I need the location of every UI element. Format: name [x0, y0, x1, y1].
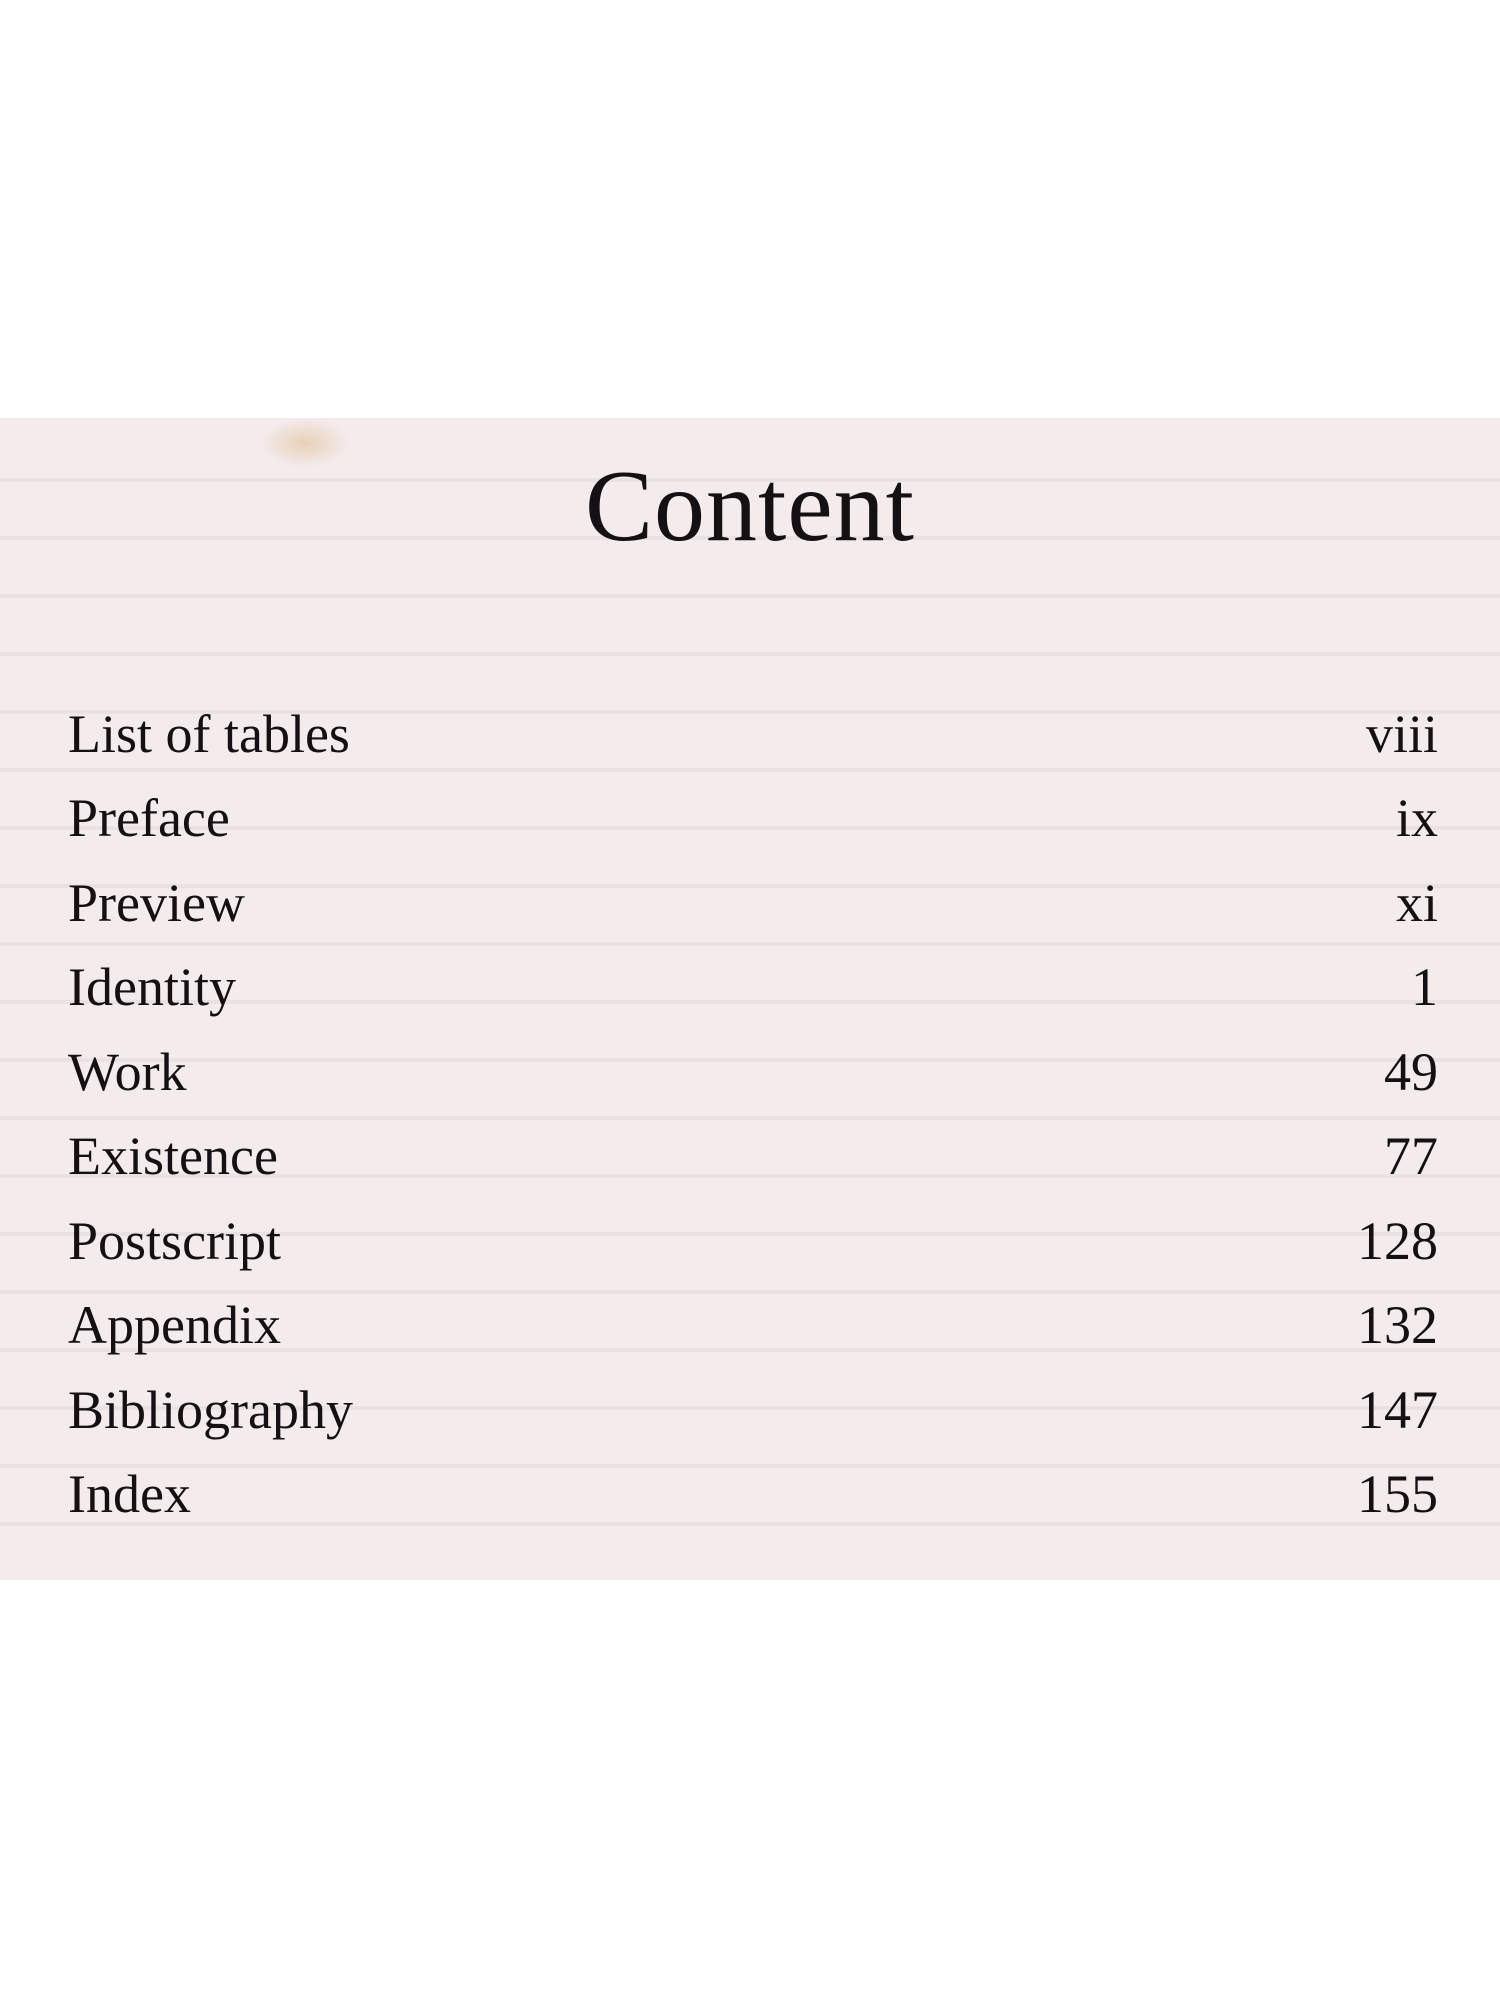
toc-entry-page: 147: [1357, 1379, 1438, 1440]
toc-entry-page: viii: [1365, 703, 1438, 764]
toc-entry-label: Preview: [68, 872, 245, 933]
table-of-contents: [68, 700, 1438, 1545]
toc-entry-label: Identity: [68, 957, 236, 1017]
toc-entry-page: 132: [1357, 1295, 1438, 1355]
page-title: Content: [585, 450, 915, 563]
toc-entry-label: Index: [68, 1464, 191, 1524]
toc-entry-label: Appendix: [68, 1295, 281, 1355]
toc-entry: [68, 1376, 1438, 1461]
toc-entry-label: Bibliography: [68, 1379, 353, 1440]
toc-entry-page: ix: [1395, 788, 1438, 848]
toc-entry-page: 1: [1411, 957, 1438, 1017]
toc-entry-page: xi: [1395, 872, 1438, 933]
scanned-page: [0, 418, 1500, 1580]
toc-entry-label: Postscript: [68, 1210, 282, 1271]
toc-entry: [68, 700, 1438, 785]
toc-entry: [68, 1292, 1438, 1377]
toc-entry-label: Preface: [68, 788, 230, 848]
toc-entry-page: 49: [1384, 1041, 1438, 1102]
toc-entry-page: 155: [1357, 1464, 1438, 1524]
toc-entry: [68, 1207, 1438, 1292]
toc-entry-page: 77: [1384, 1126, 1438, 1186]
toc-entry: [68, 785, 1438, 870]
toc-entry-label: Existence: [68, 1126, 278, 1186]
toc-entry-label: List of tables: [68, 703, 350, 764]
toc-entry: [68, 1461, 1438, 1546]
toc-entry: [68, 954, 1438, 1039]
toc-entry: [68, 869, 1438, 954]
toc-entry: [68, 1123, 1438, 1208]
toc-entry: [68, 1038, 1438, 1123]
toc-entry-page: 128: [1357, 1210, 1438, 1271]
toc-entry-label: Work: [68, 1041, 187, 1102]
